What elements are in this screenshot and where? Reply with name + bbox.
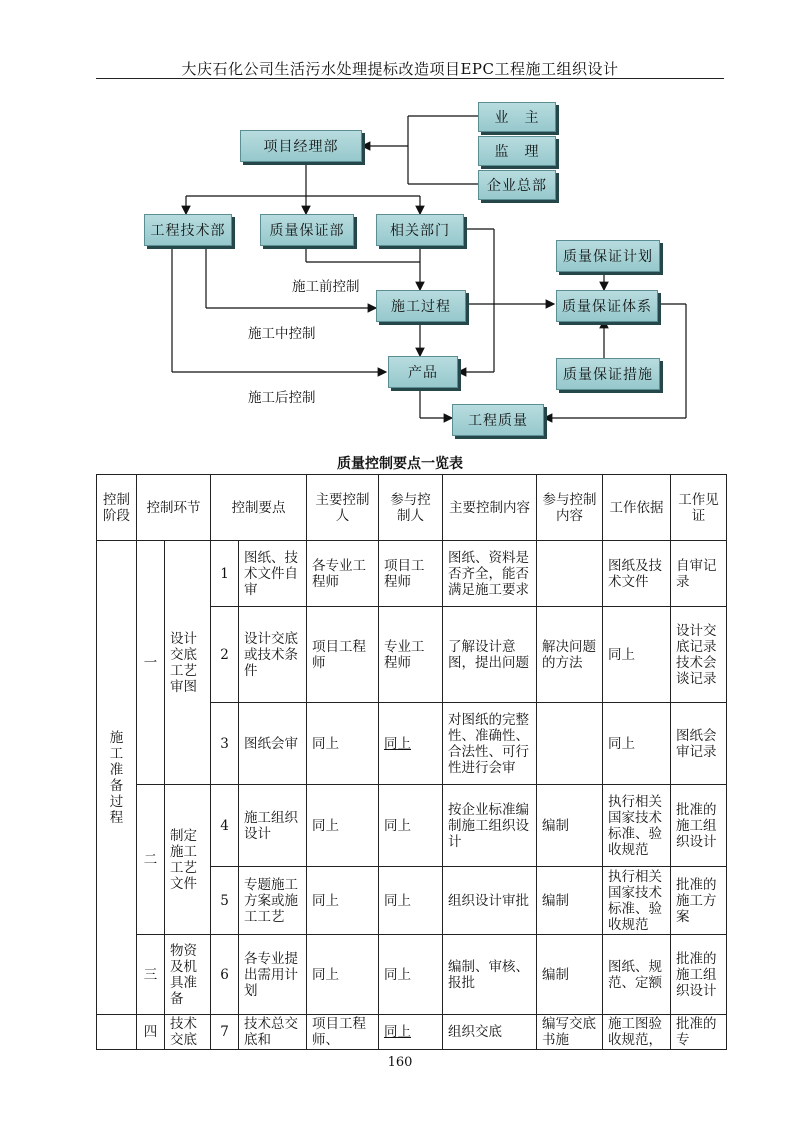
page-number: 160 (387, 1055, 413, 1070)
row-index: 5 (211, 867, 239, 935)
row-main-content: 组织交底 (443, 1015, 537, 1050)
table-row (97, 935, 727, 1015)
row-participant-text: 同上 (384, 1024, 411, 1040)
box-qa-plan: 质量保证计划 (556, 240, 660, 272)
row-basis: 施工图验收规范， (603, 1015, 671, 1050)
stage-cell: 施工准备过程 (97, 541, 137, 1015)
row-participant: 专业工程师 (379, 607, 443, 703)
row-control-point: 图纸会审 (239, 703, 307, 785)
row-control-point: 各专业提出需用计划 (239, 935, 307, 1015)
row-basis: 图纸及技术文件 (603, 541, 671, 607)
row-control-point: 技术总交底和 (239, 1015, 307, 1050)
row-main-controller: 项目工程师、 (307, 1015, 379, 1050)
row-main-content: 编制、审核、报批 (443, 935, 537, 1015)
group-number: 二 (137, 785, 165, 935)
row-index: 3 (211, 703, 239, 785)
row-main-content: 图纸、资料是否齐全，能否满足施工要求 (443, 541, 537, 607)
row-participant-content: 编制 (537, 785, 603, 867)
header-point: 控制要点 (211, 475, 307, 541)
box-qa-measures: 质量保证措施 (556, 358, 660, 390)
header-evidence: 工作见证 (671, 475, 727, 541)
table-header-row (97, 475, 727, 541)
header-basis: 工作依据 (603, 475, 671, 541)
row-evidence: 批准的施工组织设计 (671, 785, 727, 867)
group-number: 三 (137, 935, 165, 1015)
row-evidence: 图纸会审记录 (671, 703, 727, 785)
box-owner: 业 主 (478, 102, 556, 132)
header-link: 控制环节 (137, 475, 211, 541)
row-main-content: 组织设计审批 (443, 867, 537, 935)
row-index: 7 (211, 1015, 239, 1050)
header-main-content: 主要控制内容 (443, 475, 537, 541)
group-name: 设计交底工艺审图 (165, 541, 211, 785)
box-supervision: 监 理 (478, 136, 556, 166)
box-engineering-quality: 工程质量 (452, 404, 544, 436)
row-participant-content: 编写交底书施 (537, 1015, 603, 1050)
row-evidence: 批准的专 (671, 1015, 727, 1050)
row-main-controller: 同上 (307, 703, 379, 785)
table-row (97, 1015, 727, 1050)
group-number: 一 (137, 541, 165, 785)
row-control-point: 施工组织设计 (239, 785, 307, 867)
group-name: 制定施工工艺文件 (165, 785, 211, 935)
row-basis: 图纸、规范、定额 (603, 935, 671, 1015)
row-participant-text: 同上 (384, 735, 411, 752)
row-main-controller: 同上 (307, 785, 379, 867)
group-name: 物资及机具准备 (165, 935, 211, 1015)
header-participant-content: 参与控制内容 (537, 475, 603, 541)
header-main-controller: 主要控制人 (307, 475, 379, 541)
group-name: 技术交底 (165, 1015, 211, 1050)
row-main-content: 了解设计意图，提出问题 (443, 607, 537, 703)
box-engineering-tech-dept: 工程技术部 (144, 214, 232, 246)
row-index: 1 (211, 541, 239, 607)
stage-cell-continued (97, 1015, 137, 1050)
row-evidence: 自审记录 (671, 541, 727, 607)
row-participant-content: 解决问题的方法 (537, 607, 603, 703)
row-main-content: 对图纸的完整性、准确性、合法性、可行性进行会审 (443, 703, 537, 785)
row-main-content: 按企业标准编制施工组织设计 (443, 785, 537, 867)
table-row (97, 541, 727, 607)
row-evidence: 批准的施工方案 (671, 867, 727, 935)
row-basis: 同上 (603, 607, 671, 703)
table-row (97, 785, 727, 867)
box-project-management-dept: 项目经理部 (240, 130, 362, 162)
row-basis: 同上 (603, 703, 671, 785)
row-basis: 执行相关国家技术标准、验收规范 (603, 785, 671, 867)
header-participant: 参与控制人 (379, 475, 443, 541)
label-pre-construction-control: 施工前控制 (292, 279, 360, 295)
row-participant-content (537, 703, 603, 785)
row-evidence: 批准的施工组织设计 (671, 935, 727, 1015)
row-main-controller: 各专业工程师 (307, 541, 379, 607)
row-participant (379, 1015, 443, 1050)
row-basis: 执行相关国家技术标准、验收规范 (603, 867, 671, 935)
box-construction-process: 施工过程 (376, 290, 466, 322)
header-stage: 控制阶段 (97, 475, 137, 541)
box-related-depts: 相关部门 (376, 214, 464, 246)
row-participant: 同上 (379, 867, 443, 935)
row-participant-content (537, 541, 603, 607)
row-main-controller: 同上 (307, 935, 379, 1015)
row-index: 4 (211, 785, 239, 867)
row-index: 2 (211, 607, 239, 703)
box-quality-assurance-dept: 质量保证部 (260, 214, 354, 246)
row-control-point: 图纸、技术文件自审 (239, 541, 307, 607)
row-control-point: 专题施工方案或施工工艺 (239, 867, 307, 935)
row-index: 6 (211, 935, 239, 1015)
row-evidence: 设计交底记录技术会谈记录 (671, 607, 727, 703)
label-post-construction-control: 施工后控制 (248, 390, 316, 406)
label-mid-construction-control: 施工中控制 (248, 326, 316, 342)
row-control-point: 设计交底或技术条件 (239, 607, 307, 703)
row-participant: 项目工程师 (379, 541, 443, 607)
box-product: 产品 (388, 356, 458, 388)
row-participant: 同上 (379, 785, 443, 867)
row-main-controller: 项目工程师 (307, 607, 379, 703)
row-participant-content: 编制 (537, 867, 603, 935)
row-participant (379, 703, 443, 785)
group-number: 四 (137, 1015, 165, 1050)
table-title: 质量控制要点一览表 (337, 456, 463, 472)
quality-control-table (96, 474, 727, 1050)
page-header-title: 大庆石化公司生活污水处理提标改造项目EPC工程施工组织设计 (181, 60, 619, 78)
row-participant-content: 编制 (537, 935, 603, 1015)
box-enterprise-hq: 企业总部 (478, 170, 556, 200)
row-main-controller: 同上 (307, 867, 379, 935)
box-qa-system: 质量保证体系 (556, 290, 658, 322)
row-participant: 同上 (379, 935, 443, 1015)
